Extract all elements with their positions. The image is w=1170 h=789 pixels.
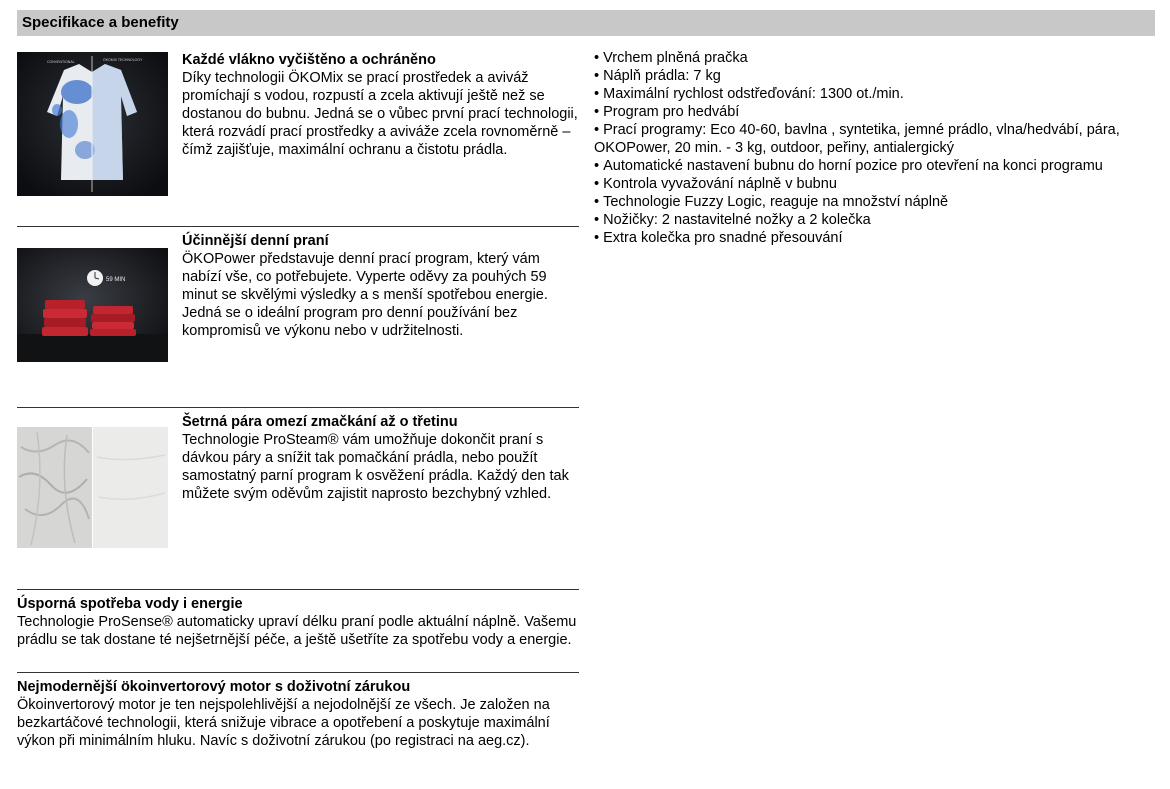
feature-description: Ökoinvertorový motor je ten nejspolehlivější a nejodolnější ze všech. Je založen na bezkartáčové technologii, která snižuje vibrace a opotřebení a poskytuje maximální výkon při minimálním hluku. Navíc s doživotní zárukou (po registraci na aeg.cz). <box>17 697 550 749</box>
feature-item <box>17 232 579 372</box>
towels-image <box>17 248 168 362</box>
spec-item: • Vrchem plněná pračka <box>594 49 1154 67</box>
spec-item: • Nožičky: 2 nastavitelné nožky a 2 kolečka <box>594 211 1154 229</box>
shirt-image <box>17 52 168 196</box>
section-header <box>17 10 1155 36</box>
fabric-image <box>17 427 168 548</box>
spec-item: • Automatické nastavení bubnu do horní pozice pro otevření na konci programu <box>594 157 1154 175</box>
feature-item <box>17 413 579 553</box>
divider <box>17 589 579 590</box>
feature-title: Účinnější denní praní <box>182 233 329 249</box>
spec-item: • Extra kolečka pro snadné přesouvání <box>594 229 1154 247</box>
feature-description: ÖKOPower představuje denní prací program, který vám nabízí vše, co potřebujete. Vyperte oděvy za pouhých 59 minut se skvělými výsledky a s menší spotřebou energie. Jedná se o ideální program pro denní používání bez kompromisů ve výkonu nebo v udržitelnosti. <box>182 251 548 339</box>
feature-description: Technologie ProSteam® vám umožňuje dokončit praní s dávkou páry a snížit tak pomačkání prádla, nebo použít samostatný parní program k osvěžení prádla. Každý den tak můžete svým oděvům zajistit naprosto bezchybný vzhled. <box>182 432 569 502</box>
spec-item: • Technologie Fuzzy Logic, reaguje na množství náplně <box>594 193 1154 211</box>
feature-title: Nejmodernější ökoinvertorový motor s doživotní zárukou <box>17 679 411 695</box>
feature-item <box>17 51 579 201</box>
feature-item <box>17 595 579 669</box>
spec-item: • Náplň prádla: 7 kg <box>594 67 1154 85</box>
feature-description: Technologie ProSense® automaticky upraví délku praní podle aktuální náplně. Vašemu prádlu se tak dostane té nejšetrnější péče, a ještě ušetříte za spotřebu vody a energie. <box>17 614 577 648</box>
divider <box>17 407 579 408</box>
spec-item: • Kontrola vyvažování náplně v bubnu <box>594 175 1154 193</box>
spec-item: • Prací programy: Eco 40-60, bavlna , syntetika, jemné prádlo, vlna/hedvábí, pára, OKOPower, 20 min. - 3 kg, outdoor, peřiny, antialergický <box>594 121 1154 157</box>
spec-item: • Maximální rychlost odstřeďování: 1300 ot./min. <box>594 85 1154 103</box>
feature-title: Úsporná spotřeba vody i energie <box>17 596 243 612</box>
specs-list <box>594 49 1154 247</box>
divider <box>17 672 579 673</box>
feature-description: Díky technologii ÖKOMix se prací prostředek a aviváž promíchají s vodou, rozpustí a zcela aktivují ještě než se dostanou do bubnu. Jedná se o vůbec první prací technologii, která rozvádí prací prostředky a aviváže zcela rovnoměrně – čímž zajišťuje, maximální ochranu a čistotu prádla. <box>182 70 578 158</box>
feature-title: Každé vlákno vyčištěno a ochráněno <box>182 52 436 68</box>
feature-item <box>17 678 579 770</box>
section-title: Specifikace a benefity <box>22 14 179 31</box>
image-caption: 59 MIN <box>106 277 126 283</box>
image-caption-right: ÖKOMIX TECHNOLOGY <box>103 58 143 62</box>
feature-title: Šetrná pára omezí zmačkání až o třetinu <box>182 414 458 430</box>
divider <box>17 226 579 227</box>
spec-item: • Program pro hedvábí <box>594 103 1154 121</box>
image-caption-left: CONVENTIONAL <box>47 60 75 64</box>
